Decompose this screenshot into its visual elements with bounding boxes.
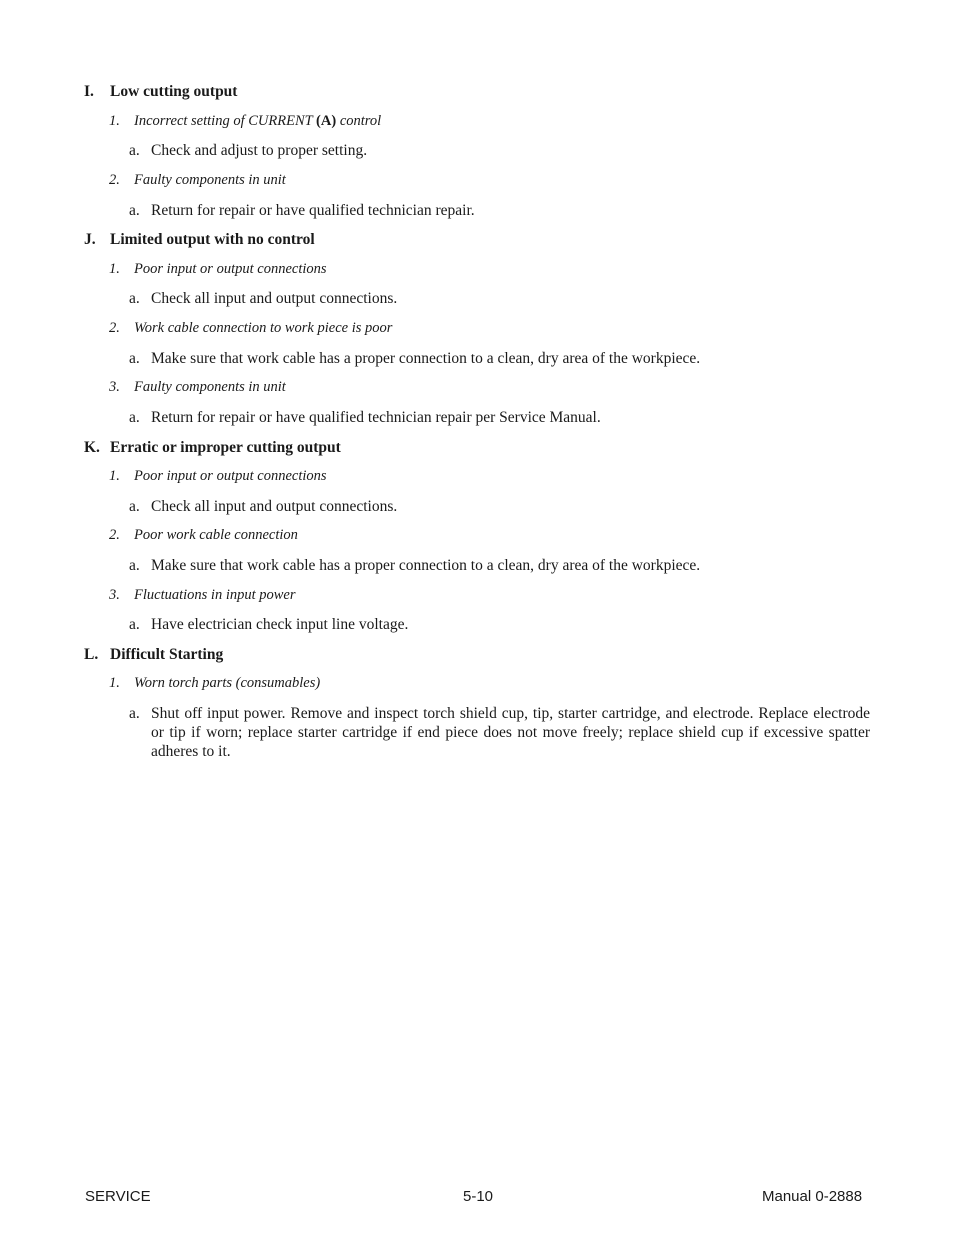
section-letter: J. xyxy=(84,231,96,248)
section-letter: K. xyxy=(84,439,100,456)
remedy-text: Make sure that work cable has a proper connection to a clean, dry area of the workpiece. xyxy=(151,557,701,574)
remedy-text: Check and adjust to proper setting. xyxy=(151,142,368,159)
cause-text-end: control xyxy=(336,113,382,129)
remedy-letter: a. xyxy=(129,616,140,633)
remedy-item xyxy=(129,289,397,308)
cause-number: 2. xyxy=(109,172,120,188)
section-heading-l xyxy=(84,645,223,664)
section-title: Limited output with no control xyxy=(110,231,315,248)
remedy-letter: a. xyxy=(129,705,140,722)
cause-item xyxy=(109,467,327,486)
remedy-item xyxy=(129,704,870,761)
section-heading-j xyxy=(84,230,315,249)
remedy-letter: a. xyxy=(129,142,140,159)
remedy-text: Return for repair or have qualified technician repair per Service Manual. xyxy=(151,409,601,426)
cause-number: 2. xyxy=(109,527,120,543)
remedy-text: Check all input and output connections. xyxy=(151,498,398,515)
remedy-letter: a. xyxy=(129,202,140,219)
cause-text: Poor work cable connection xyxy=(134,527,298,543)
cause-number: 2. xyxy=(109,320,120,336)
cause-number: 1. xyxy=(109,468,120,484)
remedy-letter: a. xyxy=(129,350,140,367)
remedy-item xyxy=(129,349,700,368)
section-letter: I. xyxy=(84,83,94,100)
cause-text: Poor input or output connections xyxy=(134,261,327,277)
remedy-text: Make sure that work cable has a proper connection to a clean, dry area of the workpiece. xyxy=(151,350,701,367)
cause-number: 3. xyxy=(109,379,120,395)
remedy-letter: a. xyxy=(129,557,140,574)
section-letter: L. xyxy=(84,646,99,663)
remedy-text: Return for repair or have qualified technician repair. xyxy=(151,202,475,219)
cause-text: Poor input or output connections xyxy=(134,468,327,484)
remedy-letter: a. xyxy=(129,409,140,426)
cause-item xyxy=(109,260,327,279)
remedy-item xyxy=(129,141,367,160)
footer-page-number: 5-10 xyxy=(463,1188,494,1205)
remedy-item xyxy=(129,497,397,516)
cause-text-bold: (A) xyxy=(316,113,337,129)
cause-number: 3. xyxy=(109,587,120,603)
cause-item xyxy=(109,171,286,190)
cause-item xyxy=(109,112,381,131)
footer-section-name: SERVICE xyxy=(85,1188,151,1205)
cause-text: Work cable connection to work piece is poor xyxy=(134,320,393,336)
cause-text: Faulty components in unit xyxy=(134,172,286,188)
cause-item xyxy=(109,319,392,338)
remedy-letter: a. xyxy=(129,290,140,307)
remedy-item xyxy=(129,201,475,220)
cause-text: Incorrect setting of CURRENT xyxy=(134,113,317,129)
cause-item xyxy=(109,526,298,545)
section-title: Difficult Starting xyxy=(110,646,224,663)
section-title: Low cutting output xyxy=(110,83,238,100)
section-heading-i xyxy=(84,82,237,101)
cause-item xyxy=(109,586,296,605)
cause-text: Fluctuations in input power xyxy=(134,587,296,603)
section-heading-k xyxy=(84,438,341,457)
remedy-text: Have electrician check input line voltage. xyxy=(151,616,409,633)
cause-item xyxy=(109,674,320,693)
remedy-letter: a. xyxy=(129,498,140,515)
cause-item xyxy=(109,378,286,397)
cause-number: 1. xyxy=(109,675,120,691)
remedy-item xyxy=(129,408,601,427)
section-title: Erratic or improper cutting output xyxy=(110,439,341,456)
remedy-text: Shut off input power. Remove and inspect torch shield cup, tip, starter cartridge, and electrode. Replace electrode or tip if worn; replace starter cartridge if end piece does not move freely; replace shield cup if excessive spatter adheres to it. xyxy=(151,705,870,760)
cause-text: Worn torch parts (consumables) xyxy=(134,675,321,691)
cause-number: 1. xyxy=(109,261,120,277)
cause-number: 1. xyxy=(109,113,120,129)
remedy-item xyxy=(129,615,408,634)
footer-manual-number: Manual 0-2888 xyxy=(762,1188,863,1205)
remedy-item xyxy=(129,556,700,575)
cause-text: Faulty components in unit xyxy=(134,379,286,395)
remedy-text: Check all input and output connections. xyxy=(151,290,398,307)
